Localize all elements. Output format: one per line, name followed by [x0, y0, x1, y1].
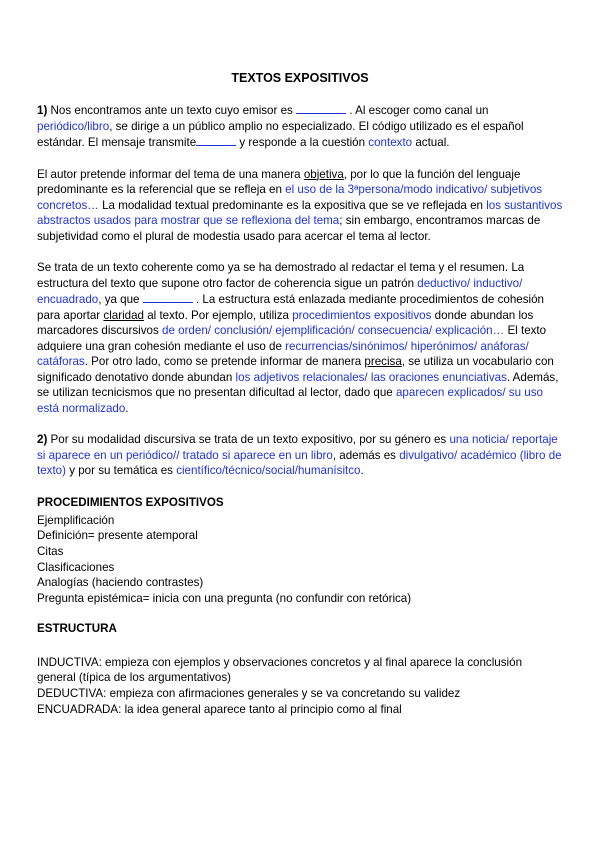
- blank-line: [143, 291, 193, 303]
- text-run: ; sin embargo, encontramos marcas de subjetividad como el plural de modestia usado para acercar el tema al lector.: [37, 214, 541, 243]
- highlight-text: el uso de la 3ªpersona/modo indicativo/ subjetivos concretos…: [37, 183, 543, 212]
- text-run: donde abundan los marcadores discursivos: [37, 308, 534, 337]
- highlight-text: periódico/libro: [37, 119, 110, 133]
- list-item: INDUCTIVA: empieza con ejemplos y observaciones concretos y al final aparece la conclusión general (típica de los argumentativos): [37, 655, 523, 685]
- text-run: , se utiliza un vocabulario con significado denotativo donde abundan: [37, 355, 554, 384]
- highlight-text: una noticia/ reportaje si aparece en un periódico// tratado si aparece en un libro: [37, 433, 558, 462]
- text-run: .: [125, 401, 129, 415]
- text-run: Se trata de un texto coherente como ya se ha demostrado al redactar el tema y el resumen. La estructura del texto que supone otro factor de coherencia sigue un patrón: [37, 261, 525, 290]
- text-run: y responde a la cuestión: [236, 136, 369, 149]
- highlight-text: los adjetivos relacionales/ las oraciones enunciativas: [235, 370, 507, 384]
- text-run: al texto. Por ejemplo, utiliza: [144, 308, 293, 322]
- procedimientos-list: [37, 513, 563, 607]
- highlight-text: aparecen explicados/ su uso está normalizado: [37, 386, 543, 415]
- underlined-text: claridad: [103, 308, 144, 322]
- highlight-text: divulgativo/ académico (libro de texto): [37, 448, 562, 477]
- text-run: La modalidad textual predominante es la expositiva que se ve reflejada en: [98, 198, 487, 212]
- text-run: , ya que: [98, 293, 143, 306]
- blank-line: [296, 102, 346, 114]
- list-item: ENCUADRADA: la idea general aparece tanto al principio como al final: [37, 702, 402, 716]
- text-run: actual.: [412, 136, 450, 149]
- paragraph-3: [37, 260, 563, 416]
- procedimientos-heading: PROCEDIMIENTOS EXPOSITIVOS: [37, 495, 224, 509]
- paragraph-4: [37, 432, 563, 479]
- text-run: . Además, se utilizan tecnicismos que no presentan dificultad al lector, dado que: [37, 370, 559, 399]
- highlight-text: recurrencias/sinónimos/ hiperónimos/ anáforas/ catáforas: [37, 339, 529, 368]
- underlined-text: precisa: [364, 355, 402, 368]
- highlight-text: científico/técnico/social/humanísitco: [176, 464, 361, 477]
- text-run: .: [360, 464, 364, 477]
- text-run: . La estructura está enlazada mediante procedimientos de cohesión para aportar: [37, 293, 544, 322]
- list-item: Pregunta epistémica= inicia con una pregunta (no confundir con retórica): [37, 592, 412, 606]
- list-item: Citas: [37, 544, 64, 558]
- highlight-text: de orden/ conclusión/ ejemplificación/ consecuencia/ explicación…: [162, 324, 505, 337]
- text-run: El autor pretende informar del tema de una manera: [37, 167, 304, 181]
- text-run: , además es: [332, 448, 400, 462]
- blank-line: [196, 134, 236, 146]
- list-item: DEDUCTIVA: empieza con afirmaciones generales y se va concretando su validez: [37, 687, 461, 701]
- text-run: . Al escoger como canal un: [346, 104, 489, 117]
- list-item: Ejemplificación: [37, 513, 115, 527]
- paragraph-1: [37, 102, 563, 151]
- section-number: 1): [37, 104, 48, 117]
- text-run: , se dirige a un público amplio no especializado. El código utilizado es el español estándar. El mensaje transmite: [37, 119, 524, 149]
- text-run: Por su modalidad discursiva se trata de un texto expositivo, por su género es: [47, 433, 450, 446]
- section-number: 2): [37, 433, 48, 446]
- underlined-text: objetiva: [303, 167, 344, 181]
- list-item: Analogías (haciendo contrastes): [37, 576, 204, 590]
- list-item: Definición= presente atemporal: [37, 529, 198, 543]
- list-item: Clasificaciones: [37, 560, 115, 574]
- text-run: El texto adquiere una gran cohesión mediante el uso de: [37, 324, 547, 353]
- highlight-text: deductivo/ inductivo/ encuadrado: [37, 276, 523, 306]
- text-run: . Por otro lado, como se pretende informar de manera: [84, 355, 365, 368]
- spacer: [37, 639, 563, 655]
- document-title: TEXTOS EXPOSITIVOS: [231, 71, 369, 85]
- text-run: y por su temática es: [66, 464, 177, 477]
- highlight-text: procedimientos expositivos: [292, 308, 432, 322]
- estructura-heading: ESTRUCTURA: [37, 621, 117, 635]
- highlight-text: contexto: [368, 136, 413, 149]
- highlight-text: los sustantivos abstractos usados para mostrar que se reflexiona del tema: [37, 198, 563, 227]
- paragraph-2: [37, 167, 563, 245]
- document-page: [37, 70, 563, 732]
- text-run: , por lo que la función del lenguaje predominante es la referencial que se refleja en: [37, 167, 521, 196]
- estructura-list: [37, 655, 563, 718]
- text-run: Nos encontramos ante un texto cuyo emisor es: [47, 104, 297, 117]
